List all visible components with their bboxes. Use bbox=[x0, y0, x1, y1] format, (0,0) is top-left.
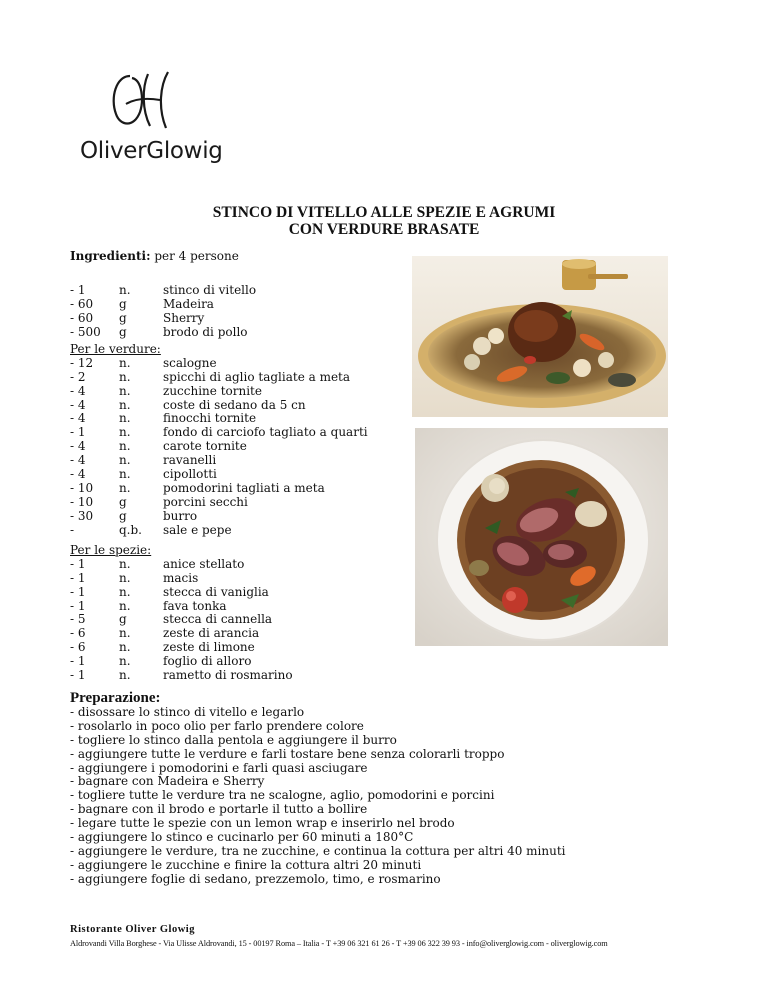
ingredient-unit: n. bbox=[119, 383, 131, 398]
ingredient-unit: g bbox=[119, 324, 127, 339]
title-line-1: STINCO DI VITELLO ALLE SPEZIE E AGRUMI bbox=[212, 204, 556, 221]
ingredient-row bbox=[70, 613, 293, 627]
ingredient-row bbox=[70, 326, 256, 340]
ingredient-name: brodo di pollo bbox=[163, 324, 248, 339]
preparation-step: - aggiungere i pomodorini e farli quasi asciugare bbox=[70, 760, 368, 775]
ingredient-qty: - 1 bbox=[70, 584, 86, 599]
dish-photo-plate bbox=[415, 428, 668, 646]
ingredient-row bbox=[70, 627, 293, 641]
preparation-step: - bagnare con Madeira e Sherry bbox=[70, 774, 265, 789]
ingredient-unit: g bbox=[119, 310, 127, 325]
spezie-heading: Per le spezie: bbox=[70, 543, 152, 557]
ingredient-row bbox=[70, 357, 368, 371]
ingredient-unit: n. bbox=[119, 439, 131, 454]
logo-monogram bbox=[108, 68, 178, 134]
ingredient-qty: - 6 bbox=[70, 626, 86, 641]
logo-name: OliverGlowig bbox=[80, 138, 223, 164]
dish-photo-pot bbox=[412, 256, 668, 417]
servings-text: per 4 persone bbox=[150, 249, 239, 263]
ingredient-row bbox=[70, 454, 368, 468]
ingredient-name: fava tonka bbox=[163, 598, 227, 613]
main-ingredients-list bbox=[70, 284, 256, 340]
ingredient-name: porcini secchi bbox=[163, 494, 248, 509]
ingredient-qty: - 4 bbox=[70, 411, 86, 426]
ingredient-name: ravanelli bbox=[163, 453, 217, 468]
ingredient-qty: - 4 bbox=[70, 453, 86, 468]
preparation-step: - aggiungere le verdure, tra ne zucchine, e continua la cottura per altri 40 minuti bbox=[70, 843, 566, 858]
ingredient-row bbox=[70, 482, 368, 496]
ingredient-name: sale e pepe bbox=[163, 522, 232, 537]
ingredient-qty: - 60 bbox=[70, 296, 94, 311]
ingredient-name: stecca di vaniglia bbox=[163, 584, 269, 599]
ingredient-qty: - 4 bbox=[70, 467, 86, 482]
preparation-steps bbox=[70, 706, 566, 887]
preparation-step: - aggiungere tutte le verdure e farli tostare bene senza colorarli troppo bbox=[70, 746, 505, 761]
ingredient-row bbox=[70, 426, 368, 440]
ingredient-name: stinco di vitello bbox=[163, 283, 257, 297]
ingredient-unit: n. bbox=[119, 453, 131, 468]
verdure-section bbox=[70, 343, 368, 537]
ingredient-qty: - 6 bbox=[70, 640, 86, 655]
verdure-heading: Per le verdure: bbox=[70, 342, 161, 356]
preparation-step: - bagnare con il brodo e portarle il tutto a bollire bbox=[70, 802, 368, 817]
ingredient-qty: - 1 bbox=[70, 425, 86, 440]
ingredient-name: pomodorini tagliati a meta bbox=[163, 480, 325, 495]
ingredient-name: Madeira bbox=[163, 296, 214, 311]
ingredient-row bbox=[70, 468, 368, 482]
preparation-step: - togliere tutte le verdure tra ne scalogne, aglio, pomodorini e porcini bbox=[70, 788, 495, 803]
ingredient-row bbox=[70, 298, 256, 312]
ingredient-row bbox=[70, 284, 256, 298]
ingredient-name: finocchi tornite bbox=[163, 411, 257, 426]
ingredient-qty: - bbox=[70, 522, 75, 537]
ingredient-qty: - 10 bbox=[70, 480, 94, 495]
ingredient-name: zeste di arancia bbox=[163, 626, 260, 641]
ingredient-qty: - 60 bbox=[70, 310, 94, 325]
ingredient-name: foglio di alloro bbox=[163, 654, 252, 669]
ingredient-unit: n. bbox=[119, 570, 131, 585]
ingredient-unit: g bbox=[119, 508, 127, 523]
preparation-step: - aggiungere le zucchine e finire la cottura altri 20 minuti bbox=[70, 857, 422, 872]
preparation-step: - rosolarlo in poco olio per farlo prendere colore bbox=[70, 718, 364, 733]
ingredient-row bbox=[70, 669, 293, 683]
ingredient-name: carote tornite bbox=[163, 439, 247, 454]
ingredient-name: macis bbox=[163, 570, 199, 585]
ingredient-row bbox=[70, 385, 368, 399]
ingredient-unit: n. bbox=[119, 355, 131, 370]
ingredient-unit: n. bbox=[119, 668, 131, 683]
ingredient-name: rametto di rosmarino bbox=[163, 668, 293, 683]
spezie-list bbox=[70, 558, 293, 683]
footer-address: Aldrovandi Villa Borghese - Via Ulisse Aldrovandi, 15 - 00197 Roma – Italia - T +39 06 321 61 26 - T +39 06 322 39 93 - info@oliverglowig.com - oliverglowig.com bbox=[70, 939, 608, 948]
ingredient-row bbox=[70, 312, 256, 326]
ingredient-qty: - 5 bbox=[70, 612, 86, 627]
ingredient-qty: - 1 bbox=[70, 556, 86, 571]
ingredient-row bbox=[70, 371, 368, 385]
ingredient-row bbox=[70, 600, 293, 614]
title-line-2: CON VERDURE BRASATE bbox=[288, 221, 480, 238]
ingredient-unit: n. bbox=[119, 584, 131, 599]
ingredient-qty: - 1 bbox=[70, 668, 86, 683]
ingredient-unit: n. bbox=[119, 369, 131, 384]
ingredient-name: Sherry bbox=[163, 310, 205, 325]
ingredients-label: Ingredienti: bbox=[70, 249, 151, 263]
ingredient-qty: - 10 bbox=[70, 494, 94, 509]
ingredient-unit: n. bbox=[119, 626, 131, 641]
spezie-section bbox=[70, 544, 293, 683]
ingredient-qty: - 30 bbox=[70, 508, 94, 523]
ingredient-row bbox=[70, 572, 293, 586]
ingredient-name: zeste di limone bbox=[163, 640, 255, 655]
ingredient-name: coste di sedano da 5 cn bbox=[163, 397, 306, 412]
preparation-step: - aggiungere foglie di sedano, prezzemolo, timo, e rosmarino bbox=[70, 871, 441, 886]
ingredient-unit: n. bbox=[119, 283, 131, 297]
ingredient-unit: n. bbox=[119, 598, 131, 613]
ingredient-qty: - 1 bbox=[70, 598, 86, 613]
ingredient-row bbox=[70, 496, 368, 510]
ingredient-unit: n. bbox=[119, 467, 131, 482]
preparation-heading: Preparazione: bbox=[70, 690, 161, 706]
ingredients-heading bbox=[70, 250, 239, 264]
ingredient-qty: - 4 bbox=[70, 397, 86, 412]
verdure-list bbox=[70, 357, 368, 538]
ingredient-name: anice stellato bbox=[163, 556, 245, 571]
ingredient-unit: q.b. bbox=[119, 522, 142, 537]
ingredient-unit: n. bbox=[119, 556, 131, 571]
ingredient-row bbox=[70, 524, 368, 538]
ingredient-qty: - 2 bbox=[70, 369, 86, 384]
ingredient-unit: n. bbox=[119, 397, 131, 412]
ingredient-unit: g bbox=[119, 296, 127, 311]
ingredient-qty: - 1 bbox=[70, 283, 86, 297]
ingredient-unit: g bbox=[119, 494, 127, 509]
ingredient-name: scalogne bbox=[163, 355, 217, 370]
preparation-step: - togliere lo stinco dalla pentola e aggiungere il burro bbox=[70, 732, 397, 747]
ingredient-name: spicchi di aglio tagliate a meta bbox=[163, 369, 351, 384]
footer-restaurant-name: Ristorante Oliver Glowig bbox=[70, 924, 195, 935]
ingredient-qty: - 1 bbox=[70, 654, 86, 669]
ingredient-unit: n. bbox=[119, 480, 131, 495]
ingredient-row bbox=[70, 641, 293, 655]
ingredient-qty: - 500 bbox=[70, 324, 101, 339]
ingredient-row bbox=[70, 510, 368, 524]
ingredient-row bbox=[70, 440, 368, 454]
logo bbox=[80, 68, 223, 168]
ingredient-name: cipollotti bbox=[163, 467, 217, 482]
ingredient-unit: g bbox=[119, 612, 127, 627]
ingredient-name: burro bbox=[163, 508, 198, 523]
ingredient-qty: - 1 bbox=[70, 570, 86, 585]
ingredient-qty: - 12 bbox=[70, 355, 94, 370]
ingredient-row bbox=[70, 412, 368, 426]
ingredient-unit: n. bbox=[119, 411, 131, 426]
ingredient-row bbox=[70, 399, 368, 413]
preparation-step: - disossare lo stinco di vitello e legarlo bbox=[70, 705, 305, 719]
ingredient-row bbox=[70, 558, 293, 572]
recipe-title bbox=[0, 204, 768, 238]
ingredient-qty: - 4 bbox=[70, 383, 86, 398]
ingredient-row bbox=[70, 655, 293, 669]
ingredient-unit: n. bbox=[119, 640, 131, 655]
ingredient-name: fondo di carciofo tagliato a quarti bbox=[163, 425, 368, 440]
preparation-step: - aggiungere lo stinco e cucinarlo per 60 minuti a 180°C bbox=[70, 830, 414, 845]
preparation-step: - legare tutte le spezie con un lemon wrap e inserirlo nel brodo bbox=[70, 816, 455, 831]
ingredient-name: zucchine tornite bbox=[163, 383, 262, 398]
ingredient-qty: - 4 bbox=[70, 439, 86, 454]
ingredient-name: stecca di cannella bbox=[163, 612, 273, 627]
ingredient-unit: n. bbox=[119, 425, 131, 440]
ingredient-row bbox=[70, 586, 293, 600]
ingredient-unit: n. bbox=[119, 654, 131, 669]
